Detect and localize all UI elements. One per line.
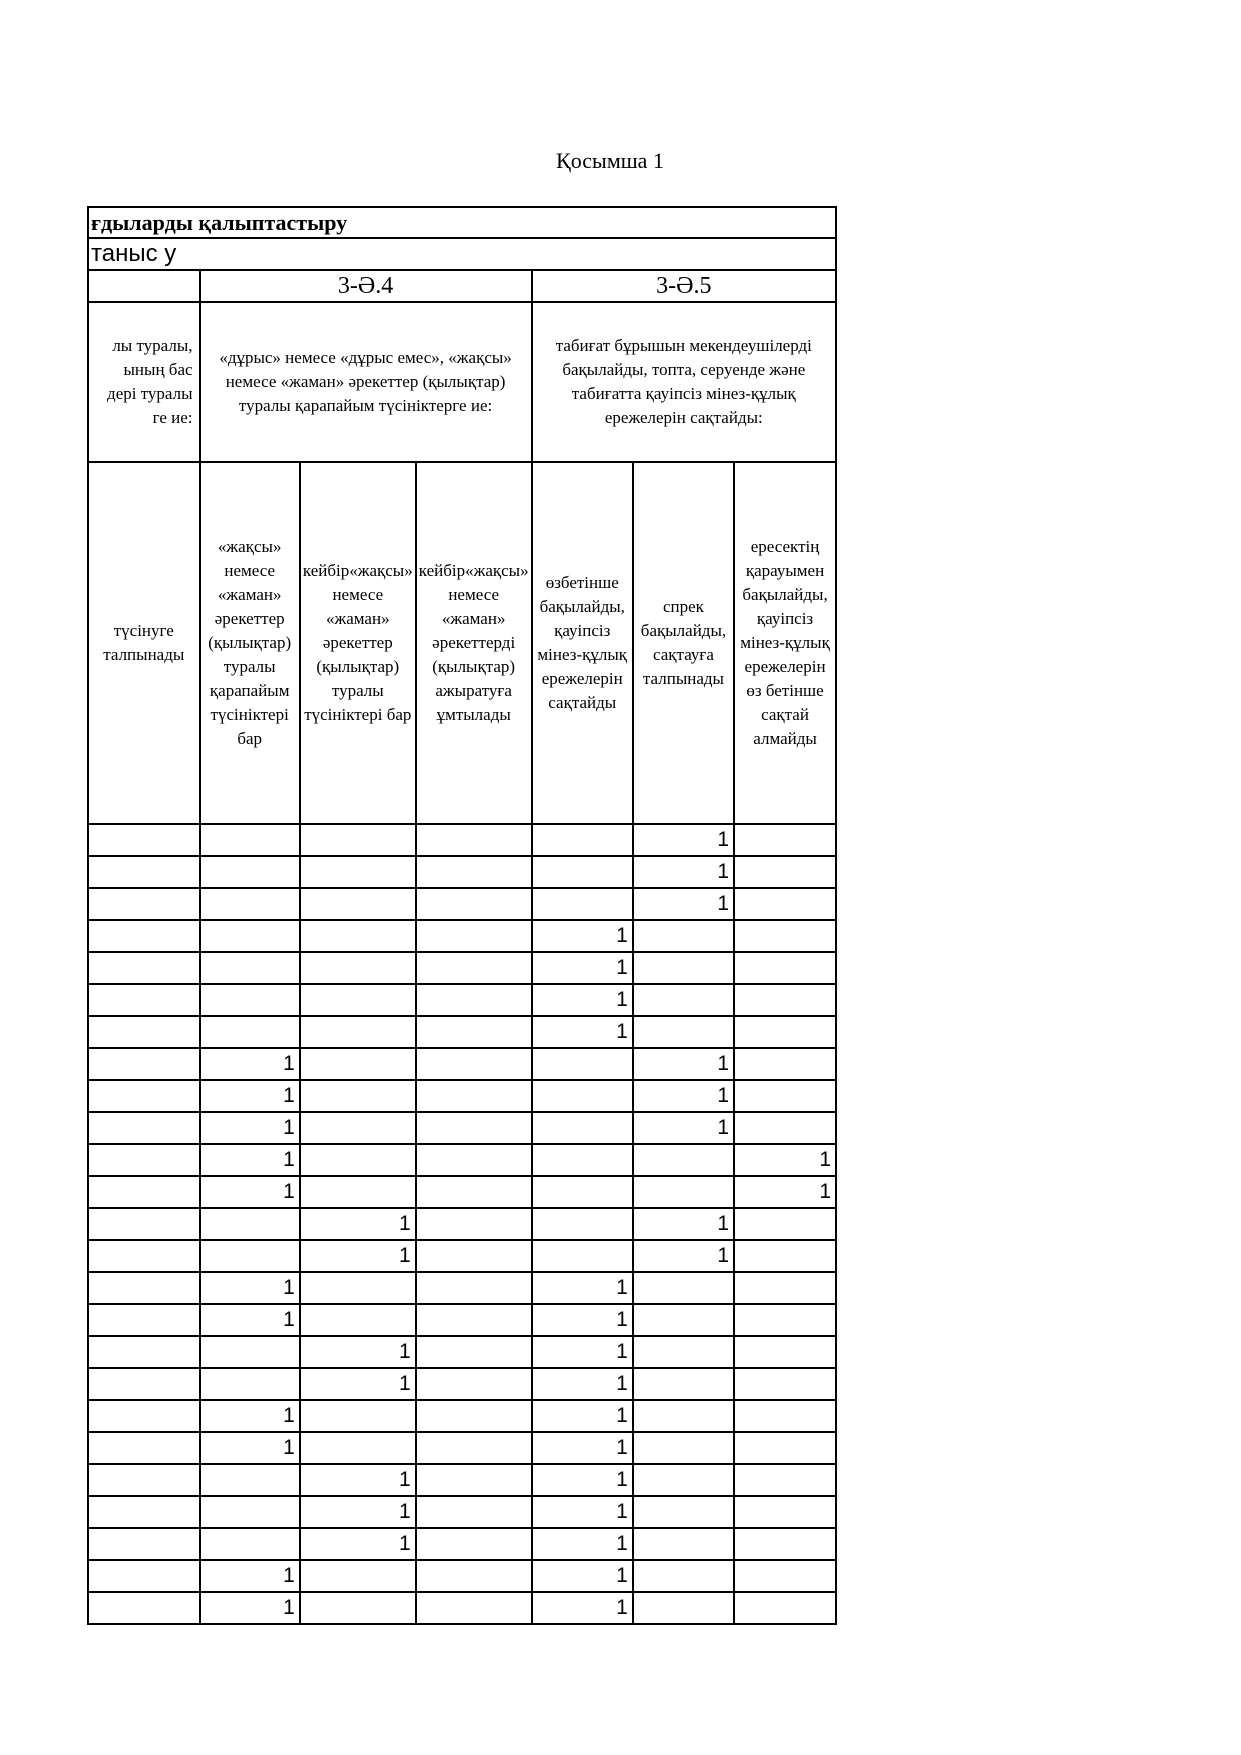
table-cell [88, 1208, 200, 1240]
table-cell [300, 1432, 416, 1464]
table-cell [416, 1528, 532, 1560]
table-cell [633, 1176, 734, 1208]
table-row [88, 1208, 836, 1240]
criterion-3-a-4-mid: кейбір«жақсы» немесе «жаман» әрекеттер (қылықтар) туралы түсініктері бар [300, 462, 416, 824]
table-cell: 1 [300, 1208, 416, 1240]
table-cell [734, 824, 836, 856]
table-cell: 1 [532, 984, 633, 1016]
table-cell [416, 824, 532, 856]
table-cell: 1 [532, 1464, 633, 1496]
description-left [88, 302, 200, 462]
table-cell: 1 [734, 1144, 836, 1176]
table-cell [300, 856, 416, 888]
table-cell [416, 952, 532, 984]
table-cell [88, 1528, 200, 1560]
table-cell [416, 1368, 532, 1400]
table-cell [734, 1016, 836, 1048]
table-row [88, 1048, 836, 1080]
table-cell [200, 1464, 300, 1496]
table-cell: 1 [200, 1304, 300, 1336]
table-cell [532, 1112, 633, 1144]
table-cell [88, 1176, 200, 1208]
table-cell [88, 920, 200, 952]
table-cell [300, 1592, 416, 1624]
table-cell [633, 920, 734, 952]
table-cell [734, 1432, 836, 1464]
code-cell-left [88, 270, 200, 302]
table-cell [200, 856, 300, 888]
table-cell: 1 [633, 1048, 734, 1080]
table-cell: 1 [200, 1112, 300, 1144]
table-cell: 1 [200, 1400, 300, 1432]
table-cell [734, 1368, 836, 1400]
table-cell [734, 1336, 836, 1368]
table-cell [416, 1432, 532, 1464]
table-cell [88, 1272, 200, 1304]
table-cell [633, 1560, 734, 1592]
table-row [88, 1240, 836, 1272]
table-cell: 1 [200, 1048, 300, 1080]
table-cell [300, 1144, 416, 1176]
table-cell [633, 1336, 734, 1368]
table-cell [734, 1496, 836, 1528]
table-cell: 1 [633, 1080, 734, 1112]
table-cell: 1 [532, 952, 633, 984]
table-row [88, 1144, 836, 1176]
table-cell: 1 [633, 1208, 734, 1240]
table-cell [734, 920, 836, 952]
description-left-line: ге ие: [152, 408, 193, 427]
table-row [88, 1368, 836, 1400]
table-cell [734, 984, 836, 1016]
table-row [88, 888, 836, 920]
table-cell [300, 1560, 416, 1592]
table-cell [300, 1176, 416, 1208]
table-cell [416, 1176, 532, 1208]
table-cell [416, 1240, 532, 1272]
table-row [88, 1336, 836, 1368]
description-left-line: ының бас [123, 360, 193, 379]
table-cell [200, 920, 300, 952]
table-cell [734, 1528, 836, 1560]
table-cell: 1 [532, 1560, 633, 1592]
table-cell [416, 1400, 532, 1432]
table-cell [200, 984, 300, 1016]
table-body [88, 824, 836, 1624]
table-row [88, 1400, 836, 1432]
table-cell [633, 1400, 734, 1432]
table-cell: 1 [200, 1432, 300, 1464]
table-cell [416, 1112, 532, 1144]
table-cell [88, 1304, 200, 1336]
table-cell: 1 [532, 1592, 633, 1624]
table-row [88, 1080, 836, 1112]
section-title: ғдыларды қалыптастыру [88, 207, 836, 238]
table-cell [88, 1112, 200, 1144]
table-cell: 1 [300, 1464, 416, 1496]
table-cell [88, 1336, 200, 1368]
table-row [88, 824, 836, 856]
table-cell [532, 1208, 633, 1240]
table-cell [532, 824, 633, 856]
table-cell: 1 [532, 1368, 633, 1400]
table-cell: 1 [532, 1432, 633, 1464]
table-cell [633, 984, 734, 1016]
table-cell [416, 1272, 532, 1304]
table-cell [532, 1080, 633, 1112]
table-row [88, 1496, 836, 1528]
table-cell [300, 824, 416, 856]
table-cell [200, 888, 300, 920]
table-row [88, 952, 836, 984]
table-cell [88, 1144, 200, 1176]
table-cell: 1 [200, 1560, 300, 1592]
description-left-line: дері туралы [107, 384, 193, 403]
table-cell [300, 888, 416, 920]
table-cell [416, 888, 532, 920]
table-cell [734, 888, 836, 920]
table-cell [88, 1080, 200, 1112]
table-cell: 1 [734, 1176, 836, 1208]
page-label: Қосымша 1 [556, 148, 664, 173]
table-cell: 1 [200, 1080, 300, 1112]
table-cell [734, 1048, 836, 1080]
table-cell [532, 856, 633, 888]
table-cell [633, 1592, 734, 1624]
assessment-table [87, 206, 837, 1625]
table-cell: 1 [633, 1240, 734, 1272]
table-cell [416, 1464, 532, 1496]
table-cell: 1 [300, 1496, 416, 1528]
table-cell: 1 [532, 1272, 633, 1304]
table-cell [633, 1144, 734, 1176]
table-cell [88, 856, 200, 888]
table-cell [416, 1592, 532, 1624]
code-3-a-4: 3-Ә.4 [200, 270, 532, 302]
table-cell: 1 [532, 1528, 633, 1560]
table-cell: 1 [200, 1176, 300, 1208]
table-cell [532, 888, 633, 920]
table-cell [416, 1208, 532, 1240]
description-3-a-5: табиғат бұрышын мекендеушілерді бақылайды, топта, серуенде және табиғатта қауіпсіз мінез-құлық ережелерін сақтайды: [532, 302, 836, 462]
table-cell: 1 [633, 824, 734, 856]
table-row [88, 1528, 836, 1560]
table-cell [416, 1016, 532, 1048]
table-cell [200, 1208, 300, 1240]
table-cell [300, 920, 416, 952]
code-3-a-5: 3-Ә.5 [532, 270, 836, 302]
table-cell [734, 1304, 836, 1336]
table-cell [416, 920, 532, 952]
table-cell [200, 1016, 300, 1048]
table-cell [532, 1176, 633, 1208]
table-cell [300, 1112, 416, 1144]
table-cell [633, 1496, 734, 1528]
table-cell [88, 1016, 200, 1048]
table-cell [200, 1368, 300, 1400]
table-cell [416, 1336, 532, 1368]
description-left-line: лы туралы, [112, 336, 193, 355]
table-row [88, 1016, 836, 1048]
table-row [88, 920, 836, 952]
table-cell: 1 [200, 1592, 300, 1624]
table-cell [734, 952, 836, 984]
table-cell [200, 952, 300, 984]
table-cell [633, 1432, 734, 1464]
table-cell: 1 [200, 1144, 300, 1176]
table-cell [416, 1496, 532, 1528]
table-cell [300, 1400, 416, 1432]
table-cell [633, 1464, 734, 1496]
table-cell [734, 1112, 836, 1144]
table-cell [416, 984, 532, 1016]
table-cell [200, 1336, 300, 1368]
table-cell [300, 1016, 416, 1048]
criterion-3-a-5-low: ересектің қарауымен бақылайды, қауіпсіз мінез-құлық ережелерін өз бетінше сақтай алмайды [734, 462, 836, 824]
table-cell [300, 1272, 416, 1304]
table-cell [300, 984, 416, 1016]
table-cell [734, 1080, 836, 1112]
table-cell: 1 [532, 1496, 633, 1528]
table-cell [734, 1240, 836, 1272]
criterion-left: түсінуге талпынады [88, 462, 200, 824]
table-cell [532, 1240, 633, 1272]
table-cell [532, 1144, 633, 1176]
table-row [88, 1112, 836, 1144]
table-cell: 1 [532, 1400, 633, 1432]
table-cell [734, 1400, 836, 1432]
table-cell [734, 1560, 836, 1592]
criterion-3-a-5-high: өзбетінше бақылайды, қауіпсіз мінез-құлық ережелерін сақтайды [532, 462, 633, 824]
table-cell: 1 [532, 920, 633, 952]
table-cell [88, 1560, 200, 1592]
table-cell [532, 1048, 633, 1080]
table-cell [416, 1048, 532, 1080]
table-cell [88, 1496, 200, 1528]
table-cell [734, 1464, 836, 1496]
table-row [88, 1592, 836, 1624]
table-cell [88, 984, 200, 1016]
table-cell [300, 1080, 416, 1112]
criterion-3-a-4-high: «жақсы» немесе «жаман» әрекеттер (қылықтар) туралы қарапайым түсініктері бар [200, 462, 300, 824]
criterion-3-a-4-low: кейбір«жақсы» немесе «жаман» әрекеттерді (қылықтар) ажыратуға ұмтылады [416, 462, 532, 824]
table-row [88, 1272, 836, 1304]
table-cell [88, 1368, 200, 1400]
table-cell [734, 1592, 836, 1624]
table-cell [88, 1400, 200, 1432]
table-cell: 1 [633, 1112, 734, 1144]
table-row [88, 1176, 836, 1208]
table-cell [200, 1528, 300, 1560]
table-cell [416, 856, 532, 888]
table-cell: 1 [300, 1240, 416, 1272]
assessment-sheet [91, 206, 854, 1619]
table-row [88, 1560, 836, 1592]
table-cell [88, 824, 200, 856]
table-cell: 1 [300, 1368, 416, 1400]
table-row [88, 1464, 836, 1496]
table-cell: 1 [532, 1304, 633, 1336]
table-cell [200, 824, 300, 856]
table-cell [416, 1560, 532, 1592]
table-cell [734, 856, 836, 888]
table-cell: 1 [200, 1272, 300, 1304]
table-cell [734, 1272, 836, 1304]
table-cell [633, 1304, 734, 1336]
table-cell: 1 [300, 1528, 416, 1560]
table-cell [734, 1208, 836, 1240]
table-cell [88, 1048, 200, 1080]
table-row [88, 856, 836, 888]
table-cell: 1 [532, 1016, 633, 1048]
table-cell: 1 [633, 888, 734, 920]
table-cell [633, 1368, 734, 1400]
table-cell [633, 1016, 734, 1048]
table-cell [88, 1432, 200, 1464]
table-header [88, 207, 836, 824]
table-cell [88, 888, 200, 920]
table-cell: 1 [633, 856, 734, 888]
table-cell [200, 1240, 300, 1272]
table-cell [416, 1304, 532, 1336]
criterion-3-a-5-mid: спрек бақылайды, сақтауға талпынады [633, 462, 734, 824]
section-subtitle: таныс у [88, 238, 836, 270]
table-cell [633, 1272, 734, 1304]
table-cell: 1 [532, 1336, 633, 1368]
table-row [88, 1304, 836, 1336]
table-cell [300, 952, 416, 984]
table-cell [416, 1080, 532, 1112]
table-cell [88, 1464, 200, 1496]
description-3-a-4: «дұрыс» немесе «дұрыс емес», «жақсы» немесе «жаман» әрекеттер (қылықтар) туралы қарапайым түсініктерге ие: [200, 302, 532, 462]
table-cell [300, 1304, 416, 1336]
table-cell [633, 1528, 734, 1560]
table-cell [88, 1592, 200, 1624]
table-cell [416, 1144, 532, 1176]
table-cell [633, 952, 734, 984]
table-row [88, 984, 836, 1016]
table-cell [88, 952, 200, 984]
table-cell [88, 1240, 200, 1272]
table-cell [300, 1048, 416, 1080]
table-cell [200, 1496, 300, 1528]
table-row [88, 1432, 836, 1464]
table-cell: 1 [300, 1336, 416, 1368]
